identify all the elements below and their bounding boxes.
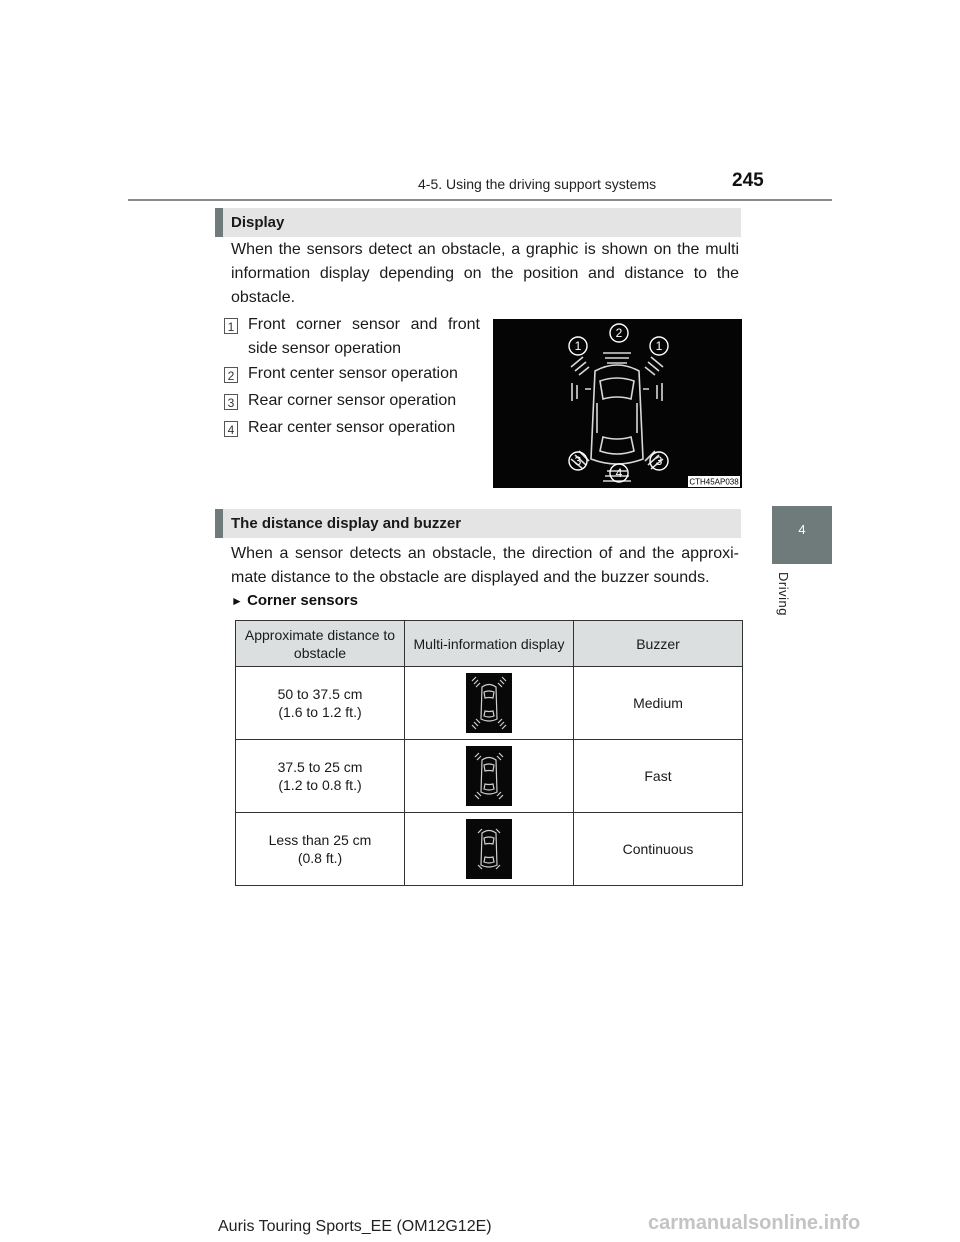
table-header-row	[236, 621, 743, 667]
page-number: 245	[732, 170, 764, 191]
buzzer-cell: Continuous	[574, 813, 743, 886]
distance-cell	[236, 813, 405, 886]
distance-heading: The distance display and buzzer	[215, 509, 741, 538]
callout-3-right: 3	[655, 454, 663, 468]
figure-code: CTH45AP038	[689, 477, 739, 487]
item-number-2: 2	[224, 367, 238, 383]
watermark: carmanualsonline.info	[648, 1212, 861, 1234]
section-title: 4-5. Using the driving support systems	[418, 176, 657, 192]
distance-intro: When a sensor detects an obstacle, the direction of and the approxi-mate distance to the obstacle are displayed and the buzzer sounds.	[231, 545, 739, 586]
item-text-2: Front center sensor operation	[248, 365, 458, 382]
distance-value: 37.5 to 25 cm	[277, 759, 363, 775]
distance-cell	[236, 740, 405, 813]
distance-value: Less than 25 cm	[268, 832, 372, 848]
distance-value-ft: (1.2 to 0.8 ft.)	[278, 777, 362, 793]
column-header: Approximate distance to obstacle	[236, 621, 405, 667]
header-rule	[128, 199, 832, 201]
item-text-4: Rear center sensor operation	[248, 419, 456, 436]
chapter-tab-number: 4	[798, 522, 806, 537]
table-row	[236, 813, 743, 886]
distance-value-ft: (1.6 to 1.2 ft.)	[278, 704, 362, 720]
display-cell	[405, 740, 574, 813]
display-intro: When the sensors detect an obstacle, a graphic is shown on the multi information display depending on the position and distance to the obstacle.	[231, 241, 739, 306]
buzzer-cell: Fast	[574, 740, 743, 813]
item-number-3: 3	[224, 394, 238, 410]
distance-value: 50 to 37.5 cm	[277, 686, 363, 702]
callout-1-right: 1	[655, 339, 663, 353]
car-sensor-icon	[493, 319, 742, 488]
distance-cell	[236, 667, 405, 740]
display-cell	[405, 813, 574, 886]
callout-3-left: 3	[574, 454, 582, 468]
column-header: Multi-information display	[405, 621, 574, 667]
table-row	[236, 667, 743, 740]
display-cell	[405, 667, 574, 740]
chapter-tab-label: Driving	[776, 572, 791, 616]
footer-manual-id: Auris Touring Sports_EE (OM12G12E)	[218, 1218, 492, 1235]
buzzer-cell: Medium	[574, 667, 743, 740]
triangle-bullet-icon: ►	[231, 594, 243, 608]
bullet-label: Corner sensors	[247, 592, 358, 609]
car-corner-sensor-icon	[466, 746, 512, 806]
item-number-1: 1	[224, 318, 238, 334]
callout-4: 4	[615, 466, 623, 480]
car-corner-sensor-icon	[466, 673, 512, 733]
callout-2: 2	[615, 326, 623, 340]
item-number-4: 4	[224, 421, 238, 437]
car-corner-sensor-icon	[466, 819, 512, 879]
corner-sensors-bullet	[231, 592, 358, 609]
sensor-display-figure	[493, 319, 742, 488]
item-text-3: Rear corner sensor operation	[248, 392, 457, 409]
distance-buzzer-table	[235, 620, 743, 886]
column-header: Buzzer	[574, 621, 743, 667]
callout-1-left: 1	[574, 339, 582, 353]
item-text-1: Front corner sensor and front side sensor operation	[248, 316, 480, 357]
distance-value-ft: (0.8 ft.)	[297, 850, 343, 866]
display-heading: Display	[215, 208, 741, 237]
table-row	[236, 740, 743, 813]
